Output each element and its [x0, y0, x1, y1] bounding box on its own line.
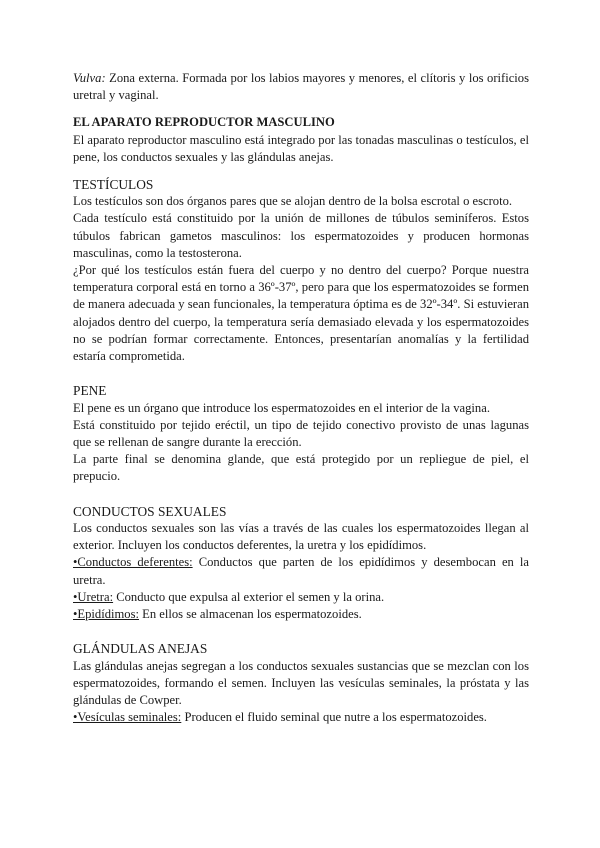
vulva-paragraph	[73, 70, 529, 104]
conductos-item-text: Conducto que expulsa al exterior el semen y la orina.	[113, 589, 385, 604]
vulva-text: Zona externa. Formada por los labios mayores y menores, el clítoris y los orificios uretral y vaginal.	[73, 71, 529, 103]
conductos-paragraph-1: Los conductos sexuales son las vías a través de las cuales los espermatozoides llegan al exterior. Incluyen los conductos deferentes, la uretra y los epidídimos.	[73, 521, 529, 553]
section-title-pene: PENE	[73, 383, 107, 399]
section-title-testiculos: TESTÍCULOS	[73, 177, 154, 193]
conductos-item-deferentes	[73, 554, 529, 588]
pene-paragraph-2: Está constituido por tejido eréctil, un tipo de tejido conectivo provisto de unas lagunas que se rellenan de sangre durante la erección.	[73, 417, 529, 450]
main-title: EL APARATO REPRODUCTOR MASCULINO	[73, 115, 335, 130]
pene-paragraph-1: El pene es un órgano que introduce los espermatozoides en el interior de la vagina.	[73, 400, 490, 415]
conductos-item-uretra	[73, 589, 529, 606]
vulva-term: Vulva:	[73, 71, 106, 85]
conductos-item-term: •Uretra:	[73, 589, 114, 604]
glandulas-paragraph-1: Las glándulas anejas segregan a los conductos sexuales sustancias que se mezclan con los espermatozoides, formando el semen. Incluyen las vesículas seminales, la próstata y las glándulas de Cowper.	[73, 658, 529, 708]
pene-paragraph-3: La parte final se denomina glande, que está protegido por un repliegue de piel, el prepucio.	[73, 452, 529, 484]
document-page	[73, 70, 529, 726]
conductos-item-term: •Epidídimos:	[73, 607, 139, 622]
section-title-conductos: CONDUCTOS SEXUALES	[73, 503, 227, 519]
glandulas-item-term: •Vesículas seminales:	[73, 710, 182, 725]
conductos-item-epididimos	[73, 606, 529, 623]
conductos-item-term: •Conductos deferentes:	[73, 555, 193, 570]
testiculos-paragraph-2: Cada testículo está constituido por la unión de millones de túbulos seminíferos. Estos túbulos fabrican gametos masculinos: los espermatozoides y producen hormonas masculinas, como la testosterona.	[73, 211, 529, 260]
conductos-item-text: Conductos que parten de los epidídimos y desembocan en la uretra.	[73, 555, 530, 587]
glandulas-item-vesiculas	[73, 709, 529, 726]
glandulas-item-text: Producen el fluido seminal que nutre a los espermatozoides.	[181, 710, 487, 725]
conductos-item-text: En ellos se almacenan los espermatozoides.	[138, 607, 362, 622]
testiculos-paragraph-3: ¿Por qué los testículos están fuera del cuerpo y no dentro del cuerpo? Porque nuestra temperatura corporal está en torno a 36º-37º, pero para que los espermatozoides se formen de manera adecuada y sean funcionales, la temperatura óptima es de 32º-34º. Si estuvieran alojados dentro del cuerpo, la temperatura sería demasiado elevada y los espermatozoides no se podrían formar correctamente. Entonces, presentarían anomalías y la fertilidad estaría comprometida.	[73, 263, 529, 364]
testiculos-paragraph-1: Los testículos son dos órganos pares que se alojan dentro de la bolsa escrotal o escroto.	[73, 194, 513, 209]
section-title-glandulas: GLÁNDULAS ANEJAS	[73, 641, 208, 657]
main-intro-text: El aparato reproductor masculino está integrado por las tonadas masculinas o testículos, el pene, los conductos sexuales y las glándulas anejas.	[73, 132, 529, 164]
